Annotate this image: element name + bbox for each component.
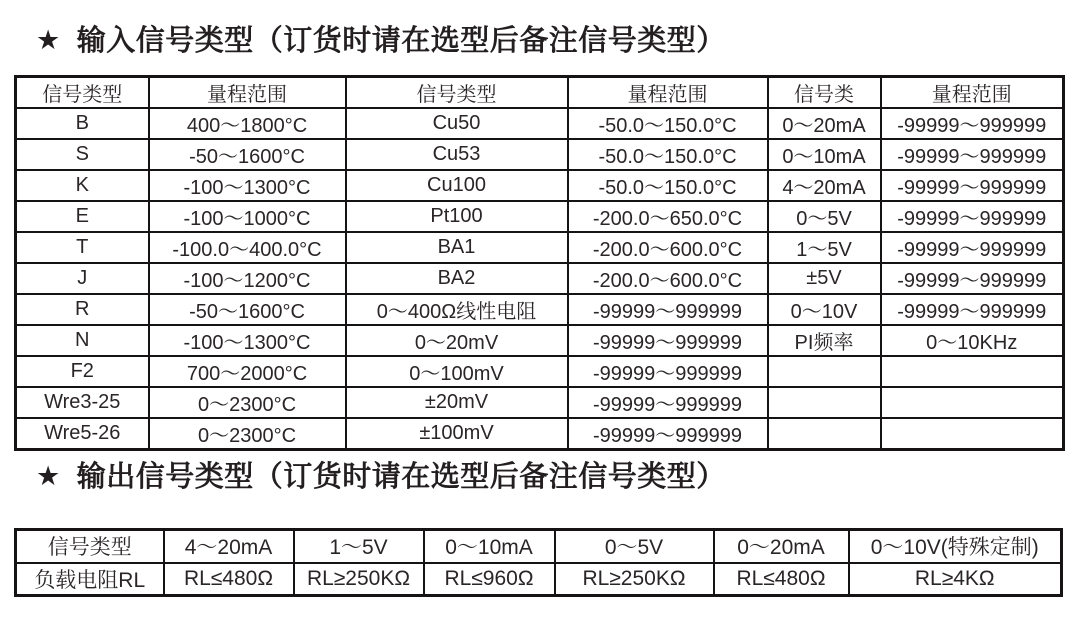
table-header-cell: 量程范围 [568,77,768,109]
table-cell: T [16,232,149,263]
table-row [16,563,1062,596]
table-cell: RL≥250KΩ [555,563,714,596]
table-cell: R [16,294,149,325]
table-cell: 0～10V [768,294,881,325]
table-cell: -99999～999999 [881,201,1064,232]
table-cell: 负载电阻RL [16,563,164,596]
table-cell: 0～20mV [346,325,568,356]
table-cell: 1～5V [768,232,881,263]
table-row [16,139,1064,170]
input-section-title-text: 输入信号类型（订货时请在选型后备注信号类型） [76,25,726,57]
table-cell: 4～20mA [768,170,881,201]
table-cell: 0～5V [768,201,881,232]
table-cell: -50～1600°C [149,294,346,325]
table-cell: -200.0～600.0°C [568,232,768,263]
table-cell: 0～2300°C [149,418,346,450]
table-header-cell: 信号类型 [16,77,149,109]
table-cell: 4～20mA [164,530,294,563]
table-cell: -50.0～150.0°C [568,108,768,139]
table-cell: -200.0～600.0°C [568,263,768,294]
table-cell: -99999～999999 [568,356,768,387]
table-cell [881,356,1064,387]
table-cell: RL≤960Ω [424,563,555,596]
table-cell: F2 [16,356,149,387]
table-cell: -99999～999999 [881,108,1064,139]
output-section-title [36,454,726,495]
table-row [16,108,1064,139]
table-cell: -99999～999999 [568,418,768,450]
table-cell: E [16,201,149,232]
table-cell: RL≤480Ω [164,563,294,596]
table-cell: Cu100 [346,170,568,201]
table-cell: -99999～999999 [568,325,768,356]
table-cell: 0～2300°C [149,387,346,418]
table-header-cell: 量程范围 [881,77,1064,109]
table-cell: -99999～999999 [881,170,1064,201]
table-cell [768,387,881,418]
table-cell: BA1 [346,232,568,263]
table-cell: Wre5-26 [16,418,149,450]
table-cell: Cu53 [346,139,568,170]
table-header-cell: 信号类型 [346,77,568,109]
table-cell: RL≥4KΩ [849,563,1062,596]
table-cell: ±100mV [346,418,568,450]
table-cell: Pt100 [346,201,568,232]
table-cell: 0～10mA [768,139,881,170]
table-cell [881,387,1064,418]
table-cell: B [16,108,149,139]
table-cell: RL≥250KΩ [294,563,424,596]
table-header-cell: 信号类 [768,77,881,109]
table-cell: ±20mV [346,387,568,418]
table-cell: -50～1600°C [149,139,346,170]
table-cell: -99999～999999 [881,139,1064,170]
star-icon: ★ [36,461,61,491]
table-cell: -100～1200°C [149,263,346,294]
table-cell: -50.0～150.0°C [568,170,768,201]
table-cell: RL≤480Ω [714,563,849,596]
table-cell: -99999～999999 [881,263,1064,294]
output-signal-table [14,528,1063,597]
table-cell: -100～1300°C [149,170,346,201]
table-row [16,201,1064,232]
table-row [16,387,1064,418]
table-cell: -50.0～150.0°C [568,139,768,170]
table-cell: PI频率 [768,325,881,356]
table-row [16,530,1062,563]
output-section-title-text: 输出信号类型（订货时请在选型后备注信号类型） [76,461,726,493]
table-cell: Cu50 [346,108,568,139]
table-cell: 0～10V(特殊定制) [849,530,1062,563]
table-row [16,263,1064,294]
table-cell: Wre3-25 [16,387,149,418]
table-row [16,232,1064,263]
table-cell: 信号类型 [16,530,164,563]
table-cell: 0～20mA [768,108,881,139]
table-cell: -100.0～400.0°C [149,232,346,263]
table-cell: 0～5V [555,530,714,563]
table-cell: N [16,325,149,356]
table-row [16,325,1064,356]
table-row [16,294,1064,325]
table-cell: 0～400Ω线性电阻 [346,294,568,325]
table-cell: -99999～999999 [568,294,768,325]
table-cell: S [16,139,149,170]
table-cell: BA2 [346,263,568,294]
table-cell: 700～2000°C [149,356,346,387]
table-cell: ±5V [768,263,881,294]
input-section-title [36,18,726,59]
table-cell: 0～20mA [714,530,849,563]
star-icon: ★ [36,25,61,55]
table-row [16,170,1064,201]
table-cell: 0～10KHz [881,325,1064,356]
table-cell: -99999～999999 [568,387,768,418]
table-cell: -100～1000°C [149,201,346,232]
input-signal-table [14,75,1065,451]
table-header-row [16,77,1064,109]
table-row [16,418,1064,450]
table-cell [768,418,881,450]
table-cell: -200.0～650.0°C [568,201,768,232]
table-cell: J [16,263,149,294]
table-cell: 0～10mA [424,530,555,563]
table-cell: 400～1800°C [149,108,346,139]
table-cell: 1～5V [294,530,424,563]
table-cell: -100～1300°C [149,325,346,356]
table-row [16,356,1064,387]
table-cell: 0～100mV [346,356,568,387]
table-cell: -99999～999999 [881,294,1064,325]
table-cell [881,418,1064,450]
table-cell [768,356,881,387]
table-cell: K [16,170,149,201]
table-cell: -99999～999999 [881,232,1064,263]
table-header-cell: 量程范围 [149,77,346,109]
